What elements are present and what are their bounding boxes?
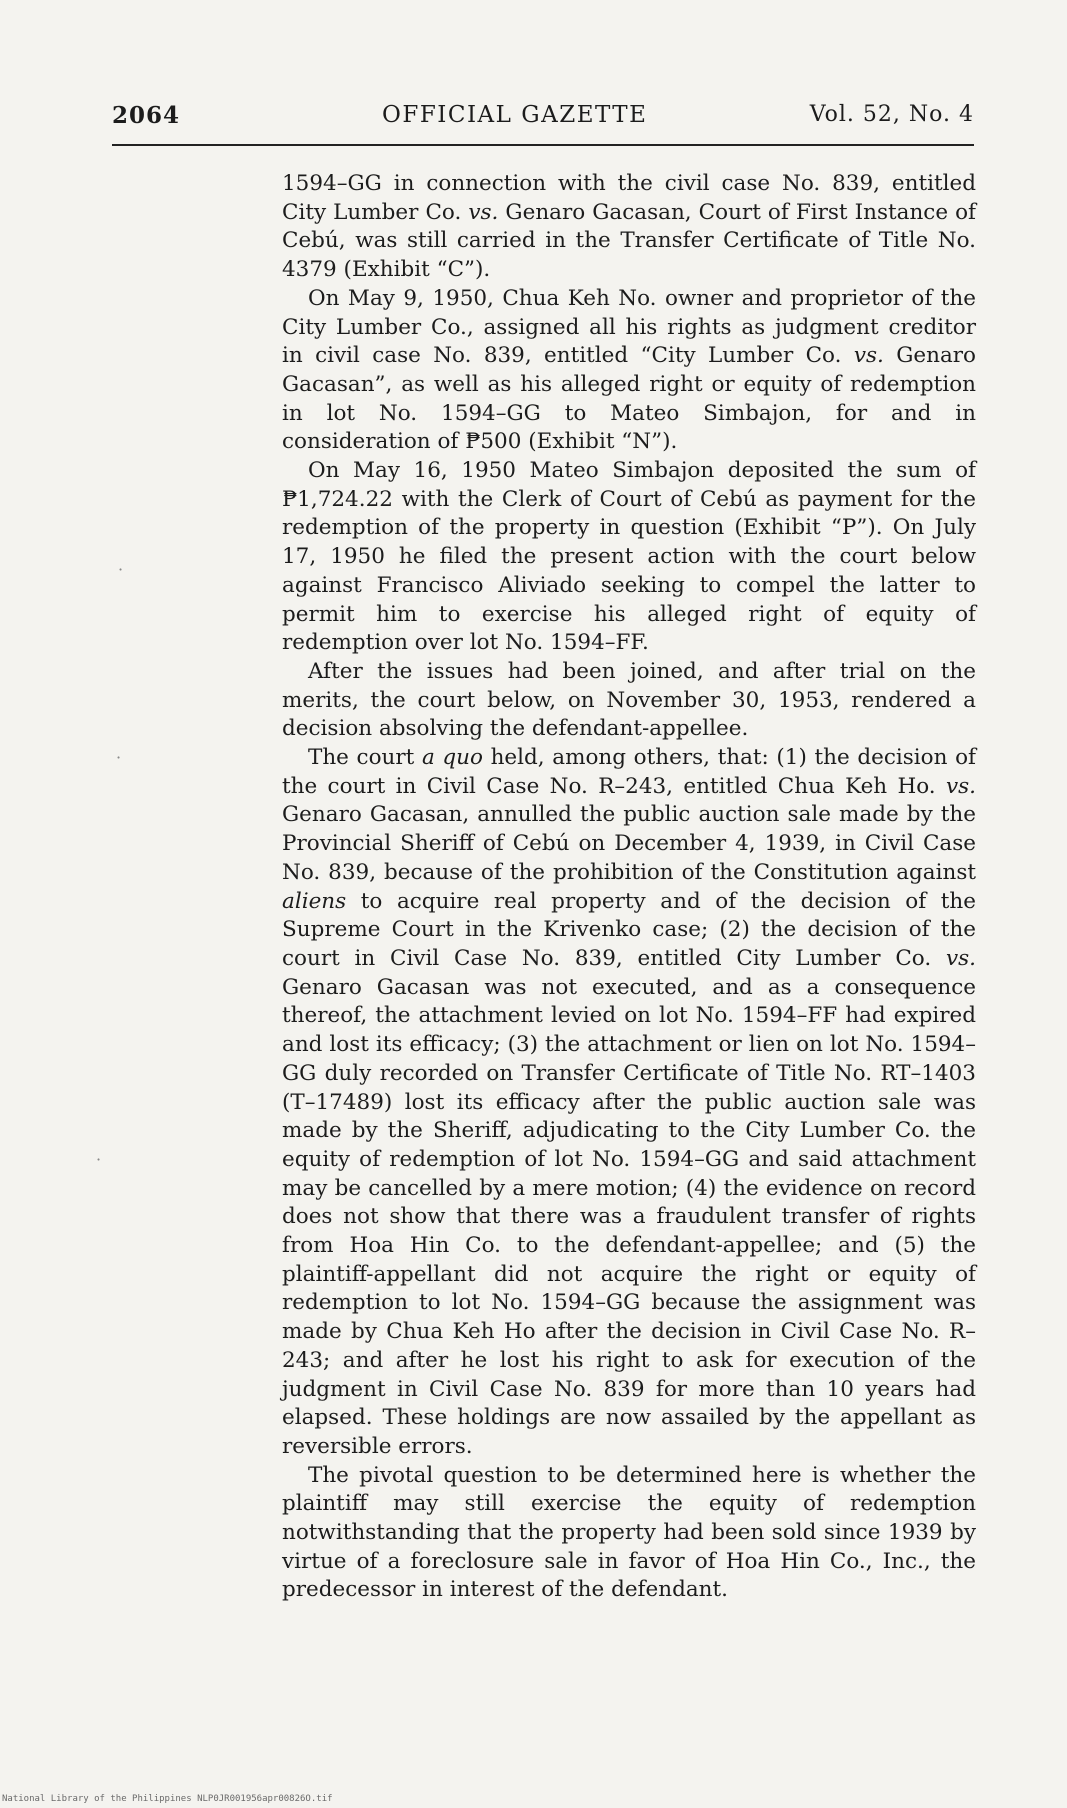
volume-issue: Vol. 52, No. 4 — [809, 102, 974, 127]
text-run: The pivotal question to be determined here is whether the plaintiff may still exercise the equity of redemption notwithstanding that the property had been sold since 1939 by virtue of a foreclosure sale in favor of Hoa Hin Co., Inc., the predecessor in interest of the defendant. — [282, 1462, 976, 1603]
text-run: Genaro Gacasan, annulled the public auction sale made by the Provincial Sheriff of Cebú on December 4, 1939, in Civil Case No. 839, because of the prohibition of the Constitution against — [282, 802, 976, 885]
italic-text: vs. — [945, 773, 976, 799]
text-run: On May 9, 1950, Chua Keh No. owner and proprietor of the City Lumber Co., assigned all his rights as judgment creditor in civil case No. 839, entitled “City Lumber Co. — [282, 285, 976, 369]
article-body — [282, 170, 976, 1605]
text-run: On May 16, 1950 Mateo Simbajon deposited the sum of ₱1,724.22 with the Clerk of Court of Cebú as payment for the redemption of the property in question (Exhibit “P”). On July 17, 1950 he filed the present action with the court below against Francisco Aliviado seeking to compel the latter to permit him to exercise his alleged right of equity of redemption over lot No. 1594–FF. — [282, 458, 976, 656]
italic-text: vs. — [945, 945, 976, 971]
italic-text: a quo — [421, 745, 483, 771]
paragraph — [282, 285, 976, 457]
paragraph — [282, 457, 976, 658]
paragraph — [282, 170, 976, 285]
scan-speck: · — [116, 748, 122, 767]
page-number: 2064 — [112, 102, 181, 129]
scan-source-note: National Library of the Philippines NLP0JR001956apr00826O.tif — [2, 1794, 333, 1804]
text-run: Genaro Gacasan, Court of First Instance of Cebú, was still carried in the Transfer Certificate of Title No. 4379 (Exhibit “C”). — [282, 199, 976, 283]
italic-text: vs. — [853, 343, 884, 369]
text-run: 1594–GG in connection with the civil case No. 839, entitled City Lumber Co. — [282, 171, 976, 225]
paragraph — [282, 744, 976, 1462]
paragraph — [282, 1462, 976, 1606]
scan-speck: · — [96, 1150, 102, 1169]
text-run: Genaro Gacasan was not executed, and as a consequence thereof, the attachment levied on lot No. 1594–FF had expired and lost its efficacy; (3) the attachment or lien on lot No. 1594–GG duly recorded on Transfer Certificate of Title No. RT–1403 (T–17489) lost its efficacy after the public auction sale was made by the Sheriff, adjudicating to the City Lumber Co. the equity of redemption of lot No. 1594–GG and said attachment may be cancelled by a mere motion; (4) the evidence on record does not show that there was a fraudulent transfer of rights from Hoa Hin Co. to the defendant-appellee; and (5) the plaintiff-appellant did not acquire the right or equity of redemption to lot No. 1594–GG because the assignment was made by Chua Keh Ho after the decision in Civil Case No. R–243; and after he lost his right to ask for execution of the judgment in Civil Case No. 839 for more than 10 years had elapsed. These holdings are now assailed by the appellant as reversible errors. — [282, 974, 976, 1459]
text-run: Genaro Gacasan”, as well as his alleged right or equity of redemption in lot No. 1594–GG to Mateo Simbajon, for and in consideration of ₱500 (Exhibit “N”). — [282, 343, 976, 455]
header-rule — [112, 144, 974, 146]
text-run: held, among others, that: (1) the decision of the court in Civil Case No. R–243, entitled Chua Keh Ho. — [282, 745, 976, 799]
scan-speck: · — [118, 560, 124, 579]
italic-text: aliens — [282, 888, 347, 914]
text-run: The court — [308, 745, 422, 771]
text-run: After the issues had been joined, and after trial on the merits, the court below, on November 30, 1953, rendered a decision absolving the defendant-appellee. — [282, 658, 976, 742]
publication-title: OFFICIAL GAZETTE — [382, 102, 648, 128]
text-run: to acquire real property and of the decision of the Supreme Court in the Krivenko case; (2) the decision of the court in Civil Case No. 839, entitled City Lumber Co. — [282, 888, 976, 971]
italic-text: vs. — [468, 199, 499, 225]
page-header — [112, 102, 974, 138]
paragraph — [282, 658, 976, 744]
